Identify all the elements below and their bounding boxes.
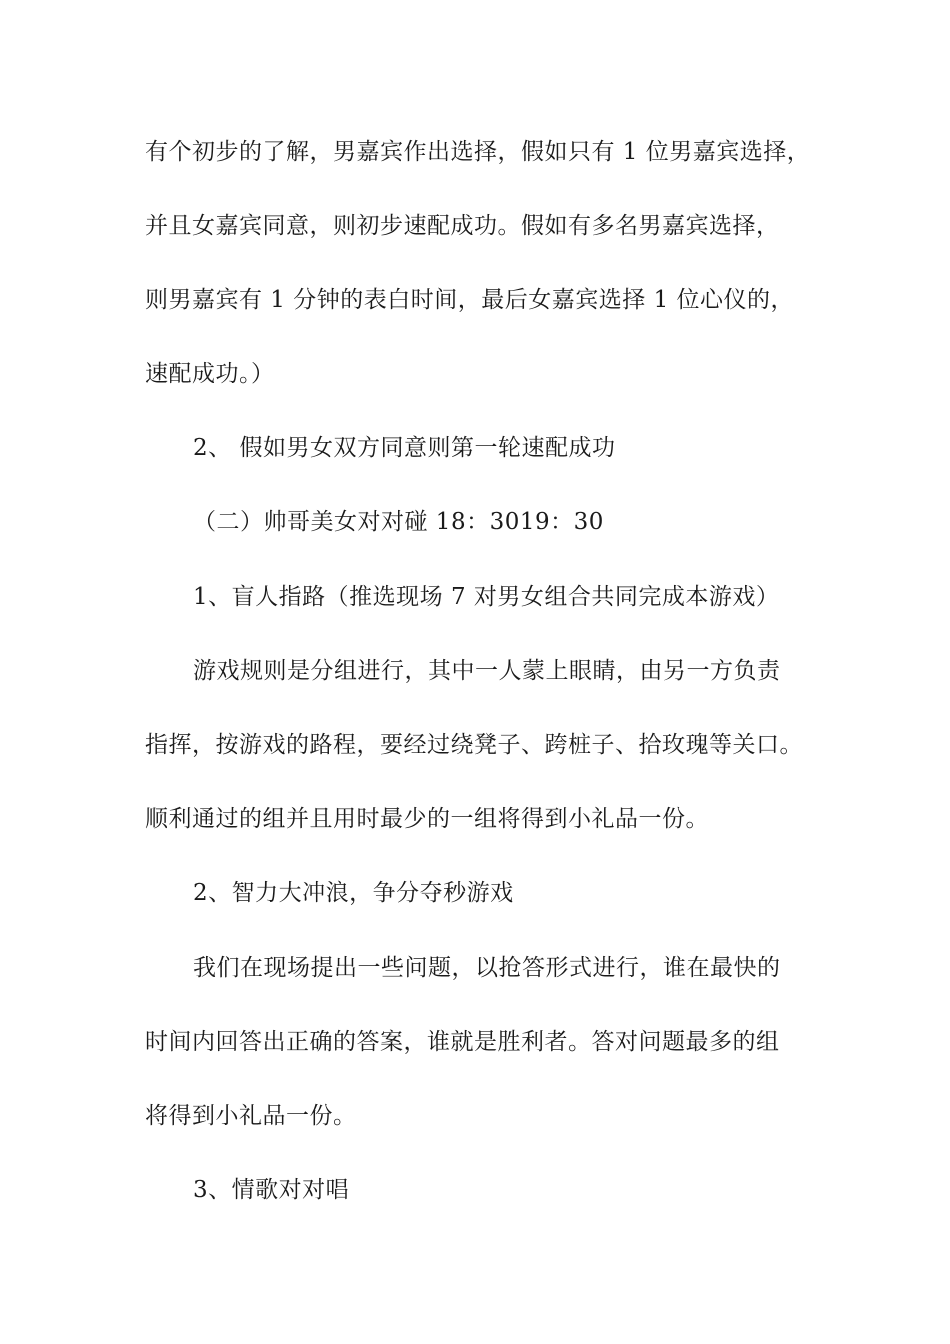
paragraph-line: 有个初步的了解，男嘉宾作出选择，假如只有 1 位男嘉宾选择， [145, 139, 811, 165]
paragraph-line: 顺利通过的组并且用时最少的一组将得到小礼品一份。 [145, 806, 709, 832]
paragraph-line: 则男嘉宾有 1 分钟的表白时间，最后女嘉宾选择 1 位心仪的， [145, 287, 795, 313]
list-item-heading: 2、 假如男女双方同意则第一轮速配成功 [193, 435, 616, 461]
list-item-heading: 2、智力大冲浪，争分夺秒游戏 [193, 880, 514, 906]
list-item-heading: 1、盲人指路（推选现场 7 对男女组合共同完成本游戏） [193, 584, 780, 610]
section-heading: （二）帅哥美女对对碰 18：3019：30 [193, 509, 604, 535]
paragraph-line: 速配成功。） [145, 361, 275, 387]
list-item-heading: 3、情歌对对唱 [193, 1177, 350, 1203]
paragraph-line: 并且女嘉宾同意，则初步速配成功。假如有多名男嘉宾选择， [145, 213, 780, 239]
paragraph-line: 将得到小礼品一份。 [145, 1103, 357, 1129]
paragraph-line: 指挥，按游戏的路程，要经过绕凳子、跨桩子、拾玫瑰等关口。 [145, 732, 803, 758]
paragraph-line: 我们在现场提出一些问题，以抢答形式进行，谁在最快的 [193, 955, 781, 981]
paragraph-line: 游戏规则是分组进行，其中一人蒙上眼睛，由另一方负责 [193, 658, 781, 684]
paragraph-line: 时间内回答出正确的答案，谁就是胜利者。答对问题最多的组 [145, 1029, 780, 1055]
